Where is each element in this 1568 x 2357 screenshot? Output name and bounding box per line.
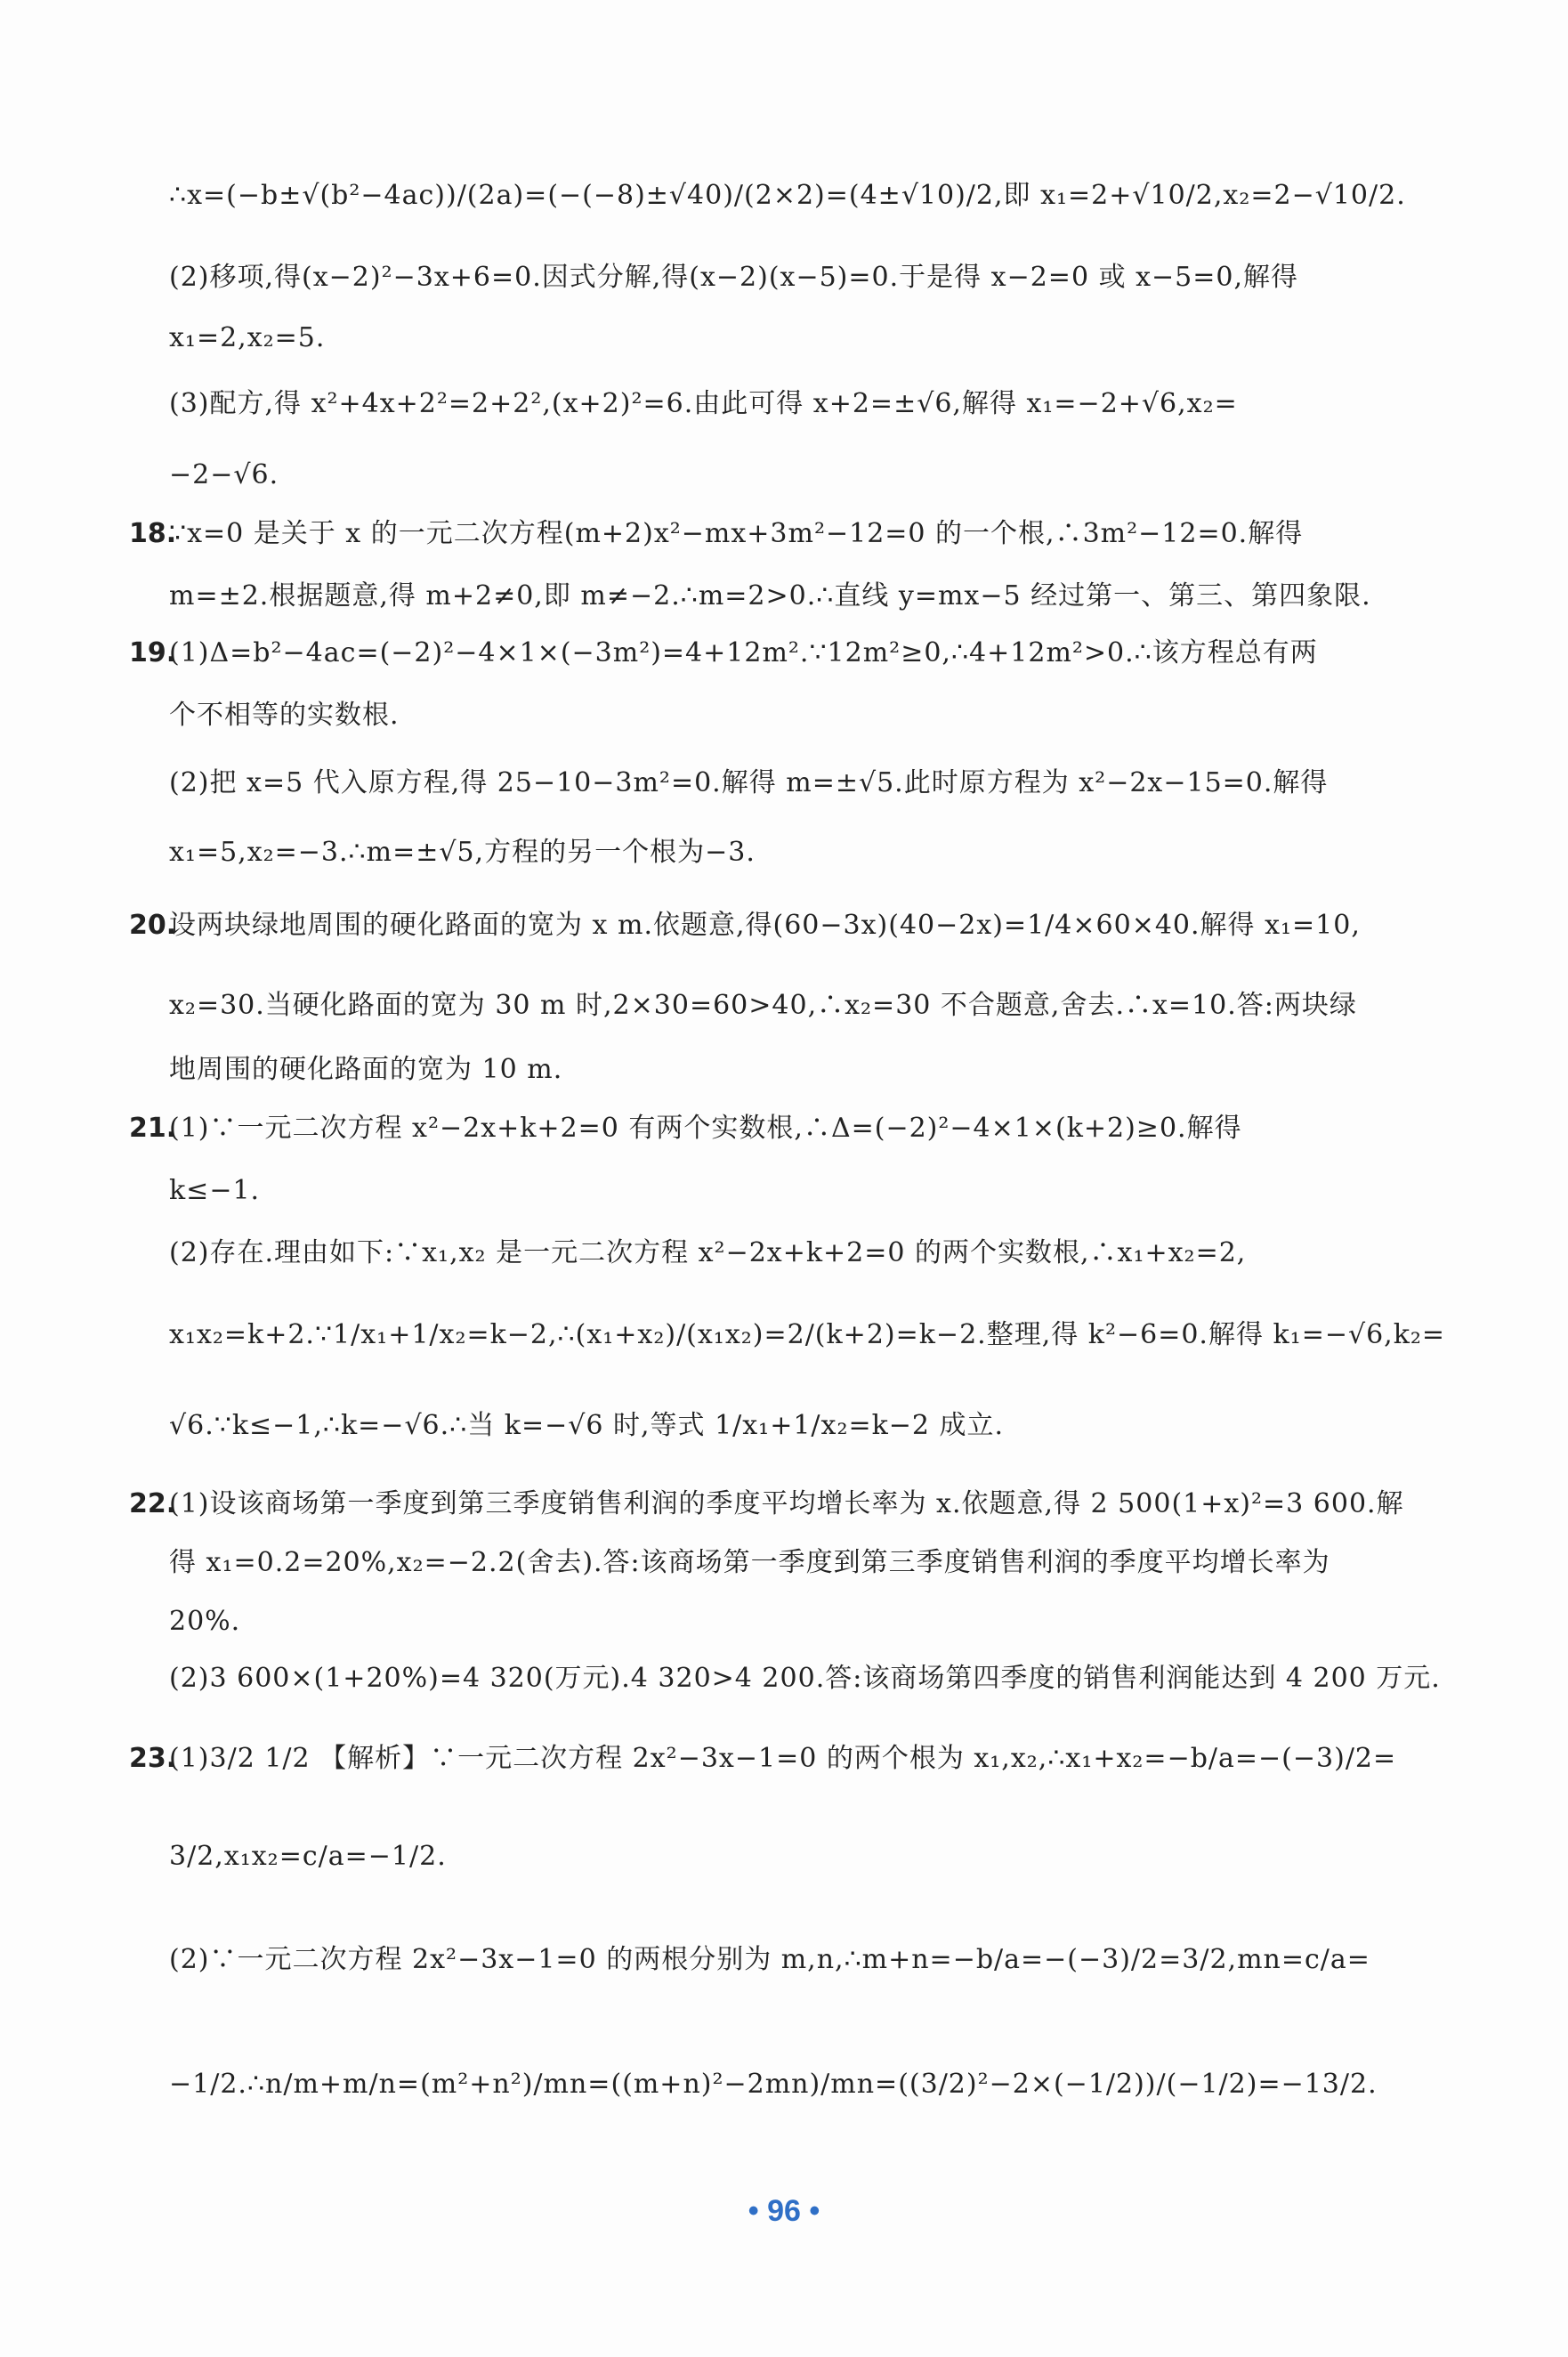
problem-number: 19. <box>129 637 177 668</box>
solution-line: (1)Δ=b²−4ac=(−2)²−4×1×(−3m²)=4+12m².∵12m²≥0,∴4+12m²>0.∴该方程总有两 <box>169 637 1318 668</box>
solution-line: 3/2,x₁x₂=c/a=−1/2. <box>169 1841 447 1872</box>
solution-line: 地周围的硬化路面的宽为 10 m. <box>169 1054 563 1085</box>
solution-line: 20%. <box>169 1606 241 1637</box>
solution-line: ∵x=0 是关于 x 的一元二次方程(m+2)x²−mx+3m²−12=0 的一个根,∴3m²−12=0.解得 <box>169 518 1304 549</box>
solution-line: 设两块绿地周围的硬化路面的宽为 x m.依题意,得(60−3x)(40−2x)=1/4×60×40.解得 x₁=10, <box>169 910 1361 941</box>
solution-line: (2)移项,得(x−2)²−3x+6=0.因式分解,得(x−2)(x−5)=0.于是得 x−2=0 或 x−5=0,解得 <box>169 262 1299 293</box>
solution-line: (1)∵一元二次方程 x²−2x+k+2=0 有两个实数根,∴Δ=(−2)²−4×1×(k+2)≥0.解得 <box>169 1113 1242 1144</box>
solution-line: x₂=30.当硬化路面的宽为 30 m 时,2×30=60>40,∴x₂=30 不合题意,舍去.∴x=10.答:两块绿 <box>169 990 1357 1021</box>
page-number: • 96 • <box>748 2194 820 2228</box>
problem-number: 23. <box>129 1743 177 1774</box>
solution-line: m=±2.根据题意,得 m+2≠0,即 m≠−2.∴m=2>0.∴直线 y=mx−5 经过第一、第三、第四象限. <box>169 580 1371 612</box>
solution-line: (2)3 600×(1+20%)=4 320(万元).4 320>4 200.答:该商场第四季度的销售利润能达到 4 200 万元. <box>169 1663 1441 1694</box>
solution-line: x₁=5,x₂=−3.∴m=±√5,方程的另一个根为−3. <box>169 837 756 868</box>
solution-line: ∴x=(−b±√(b²−4ac))/(2a)=(−(−8)±√40)/(2×2)=(4±√10)/2,即 x₁=2+√10/2,x₂=2−√10/2. <box>169 180 1406 211</box>
solution-line: −2−√6. <box>169 459 279 490</box>
solution-line: (2)∵一元二次方程 2x²−3x−1=0 的两根分别为 m,n,∴m+n=−b/a=−(−3)/2=3/2,mn=c/a= <box>169 1944 1370 1975</box>
solution-line: 个不相等的实数根. <box>169 700 400 731</box>
solution-line: x₁=2,x₂=5. <box>169 322 326 353</box>
solution-line: (1)3/2 1/2 【解析】∵一元二次方程 2x²−3x−1=0 的两个根为 x₁,x₂,∴x₁+x₂=−b/a=−(−3)/2= <box>169 1743 1397 1774</box>
solution-line: (1)设该商场第一季度到第三季度销售利润的季度平均增长率为 x.依题意,得 2 500(1+x)²=3 600.解 <box>169 1488 1404 1519</box>
solution-line: −1/2.∴n/m+m/n=(m²+n²)/mn=((m+n)²−2mn)/mn=((3/2)²−2×(−1/2))/(−1/2)=−13/2. <box>169 2069 1378 2100</box>
solution-line: (2)存在.理由如下:∵x₁,x₂ 是一元二次方程 x²−2x+k+2=0 的两个实数根,∴x₁+x₂=2, <box>169 1237 1247 1268</box>
problem-number: 20. <box>129 910 177 941</box>
solution-line: 得 x₁=0.2=20%,x₂=−2.2(舍去).答:该商场第一季度到第三季度销售利润的季度平均增长率为 <box>169 1547 1330 1578</box>
solution-line: √6.∵k≤−1,∴k=−√6.∴当 k=−√6 时,等式 1/x₁+1/x₂=k−2 成立. <box>169 1410 1005 1441</box>
solution-line: (2)把 x=5 代入原方程,得 25−10−3m²=0.解得 m=±√5.此时原方程为 x²−2x−15=0.解得 <box>169 767 1329 798</box>
problem-number: 18. <box>129 518 177 549</box>
problem-number: 22. <box>129 1488 177 1519</box>
solution-line: (3)配方,得 x²+4x+2²=2+2²,(x+2)²=6.由此可得 x+2=±√6,解得 x₁=−2+√6,x₂= <box>169 388 1238 419</box>
solution-line: x₁x₂=k+2.∵1/x₁+1/x₂=k−2,∴(x₁+x₂)/(x₁x₂)=2/(k+2)=k−2.整理,得 k²−6=0.解得 k₁=−√6,k₂= <box>169 1319 1446 1350</box>
solution-line: k≤−1. <box>169 1175 261 1206</box>
problem-number: 21. <box>129 1113 177 1144</box>
